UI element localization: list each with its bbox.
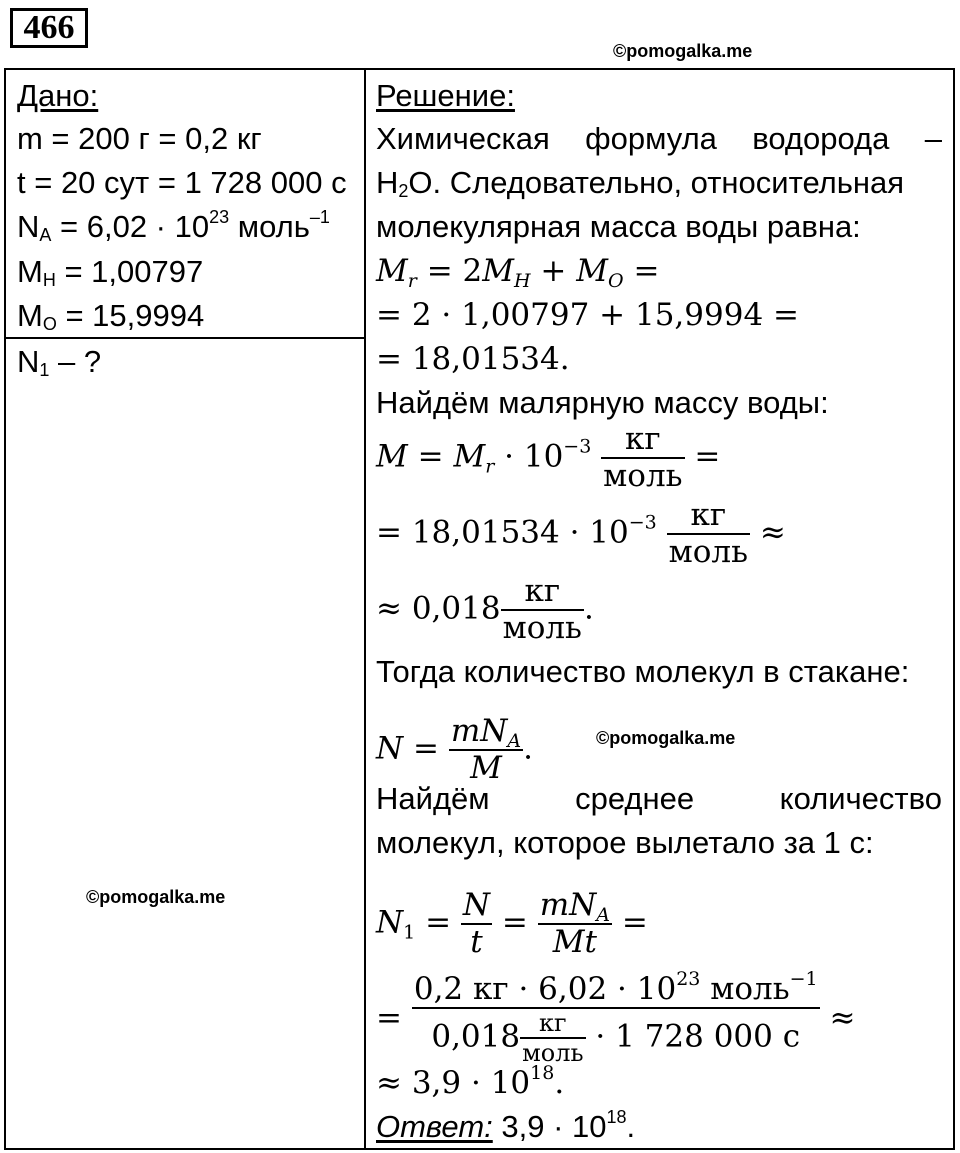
formula-n1: $N_1$ = $\frac{N}{t}$ = $\frac{mN_A}{Mt}$ = [376,887,648,960]
given-time: t = 20 сут = 1 728 000 с [17,165,347,200]
answer-line: Ответ: $3,9 \cdot 10^{18}$. [376,1107,636,1144]
watermark: ©pomogalka.me [86,887,226,907]
formula-m-result: ≈ 0,018 $\frac{кг}{\text{моль}}$ . [376,573,594,646]
formula-n1-values: = 0,2 кг · $6,02 \cdot 10^{23}$ моль$^{-1}$ 0,018 $\frac{кг}{\text{моль}}$ · 1 728 000 с ≈ [376,968,856,1067]
formula-n1-result: ≈ $3,9 \cdot 10^{18}$. [376,1062,565,1101]
solution-line-per-second: молекул, которое вылетало за 1 с: [376,825,874,860]
find-n1: $N_1$ – ? [17,344,102,380]
solution-line-count: Тогда количество молекул в стакане: [376,654,910,689]
formula-m-values: = $18,01534 \cdot 10^{-3}$ $\frac{кг}{\text{моль}}$ ≈ [376,497,786,570]
given-mass: m = 200 г = 0,2 кг [17,121,262,156]
given-mh: $M_H = 1,00797$ [17,254,204,290]
given-avogadro: $N_A = 6,02 \cdot 10^{23}$ моль$^{-1}$ [17,207,330,245]
solution-line-1: Химическая формула водорода – [376,121,942,156]
solution-line-avg: Найдём среднее количество [376,781,942,816]
watermark: ©pomogalka.me [596,728,736,748]
formula-mr: $M_r = 2M_H + M_O$ = [376,253,660,292]
given-title: Дано: [17,78,99,113]
given-mo: $M_O = 15,9994$ [17,298,205,334]
solution-line-3: молекулярная масса воды равна: [376,209,861,244]
formula-mr-values: = 2 · 1,00797 + 15,9994 = [376,297,800,333]
solution-line-2: $H_2O$. Следовательно, относительная [376,165,905,201]
given-find-divider [4,337,366,339]
problem-number: 466 [10,8,88,48]
formula-mr-result: = 18,01534. [376,341,570,377]
formula-n: N = $\frac{mN_A}{M}$ . [376,713,533,786]
column-divider [364,68,366,1150]
solution-title: Решение: [376,78,515,113]
solution-line-molar: Найдём малярную массу воды: [376,385,829,420]
watermark: ©pomogalka.me [613,41,753,61]
formula-m: $M = M_r \cdot 10^{-3}$ $\frac{кг}{\text{моль}}$ = [376,421,721,494]
